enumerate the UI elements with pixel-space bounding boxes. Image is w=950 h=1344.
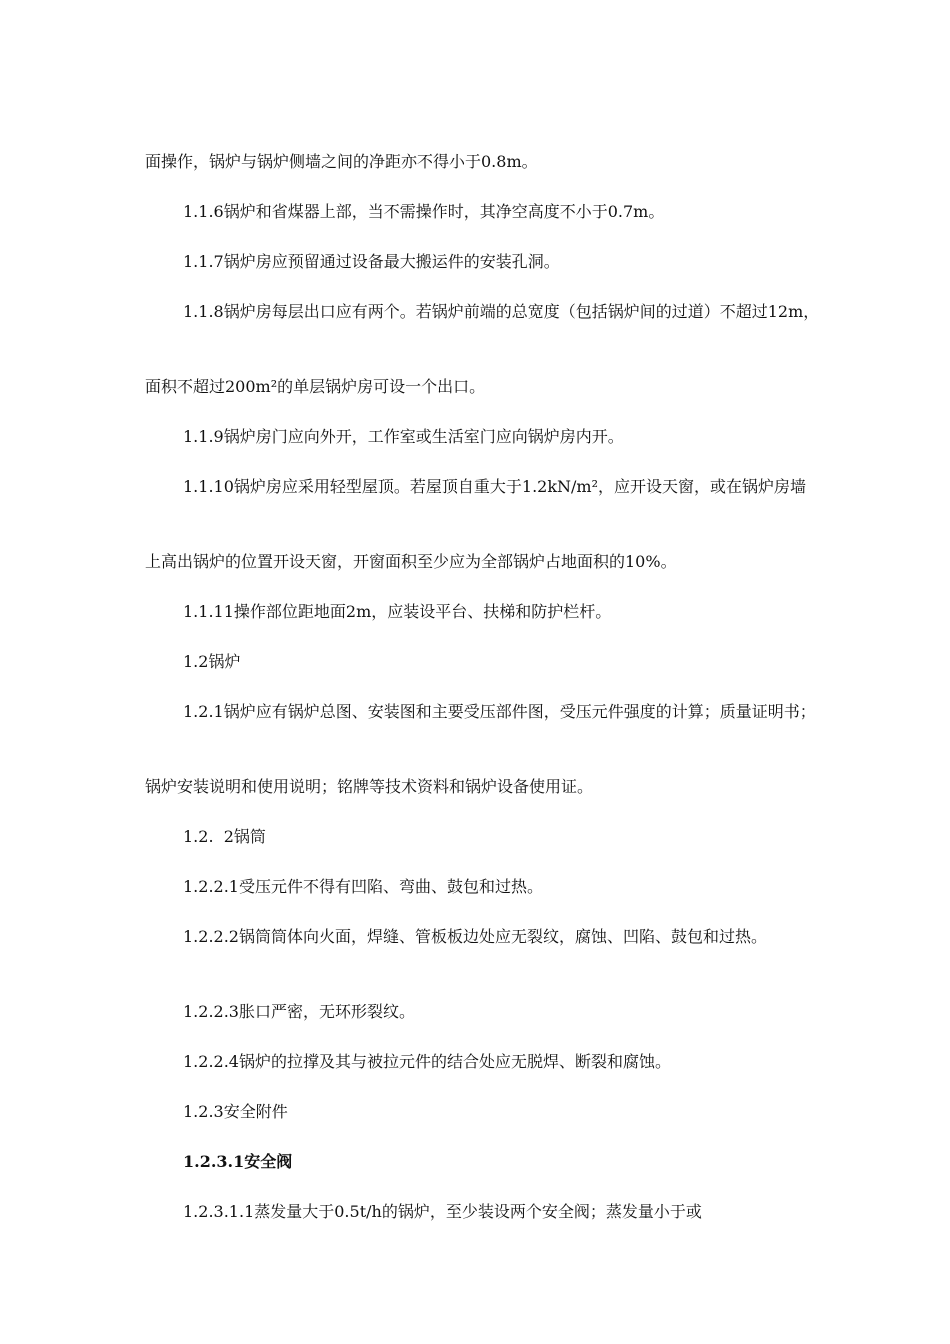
paragraph-1-1-9: 1.1.9锅炉房门应向外开，工作室或生活室门应向锅炉房内开。 bbox=[183, 427, 624, 446]
paragraph-1-2-3-1-1: 1.2.3.1.1蒸发量大于0.5t/h的锅炉，至少装设两个安全阀；蒸发量小于或 bbox=[183, 1202, 702, 1221]
section-heading-1-2-2: 1.2. 2锅筒 bbox=[183, 827, 266, 846]
paragraph-1-1-7: 1.1.7锅炉房应预留通过设备最大搬运件的安装孔洞。 bbox=[183, 252, 560, 271]
section-heading-1-2-3-1: 1.2.3.1安全阀 bbox=[183, 1152, 293, 1171]
paragraph-1-2-2-3: 1.2.2.3胀口严密，无环形裂纹。 bbox=[183, 1002, 415, 1021]
section-heading-1-2: 1.2锅炉 bbox=[183, 652, 241, 671]
paragraph-1-1-11: 1.1.11操作部位距地面2m，应装设平台、扶梯和防护栏杆。 bbox=[183, 602, 612, 621]
paragraph-1-1-10: 1.1.10锅炉房应采用轻型屋顶。若屋顶自重大于1.2kN/m²，应开设天窗，或在锅炉房墙 bbox=[183, 477, 807, 496]
paragraph-1-1-8-continued: 面积不超过200m²的单层锅炉房可设一个出口。 bbox=[145, 377, 486, 396]
paragraph-1-2-1-continued: 锅炉安装说明和使用说明；铭牌等技术资料和锅炉设备使用证。 bbox=[145, 777, 594, 796]
paragraph-1-1-10-continued: 上高出锅炉的位置开设天窗，开窗面积至少应为全部锅炉占地面积的10%。 bbox=[145, 552, 677, 571]
paragraph-1-2-2-1: 1.2.2.1受压元件不得有凹陷、弯曲、鼓包和过热。 bbox=[183, 877, 543, 896]
section-heading-1-2-3: 1.2.3安全附件 bbox=[183, 1102, 288, 1121]
paragraph-1-2-2-2: 1.2.2.2锅筒筒体向火面，焊缝、管板板边处应无裂纹，腐蚀、凹陷、鼓包和过热。 bbox=[183, 927, 767, 946]
paragraph-1-1-6: 1.1.6锅炉和省煤器上部，当不需操作时，其净空高度不小于0.7m。 bbox=[183, 202, 665, 221]
paragraph-continuation: 面操作，锅炉与锅炉侧墙之间的净距亦不得小于0.8m。 bbox=[145, 152, 538, 171]
paragraph-1-2-1: 1.2.1锅炉应有锅炉总图、安装图和主要受压部件图，受压元件强度的计算；质量证明书； bbox=[183, 702, 816, 721]
paragraph-1-2-2-4: 1.2.2.4锅炉的拉撑及其与被拉元件的结合处应无脱焊、断裂和腐蚀。 bbox=[183, 1052, 671, 1071]
paragraph-1-1-8: 1.1.8锅炉房每层出口应有两个。若锅炉前端的总宽度（包括锅炉间的过道）不超过12m， bbox=[183, 302, 820, 321]
